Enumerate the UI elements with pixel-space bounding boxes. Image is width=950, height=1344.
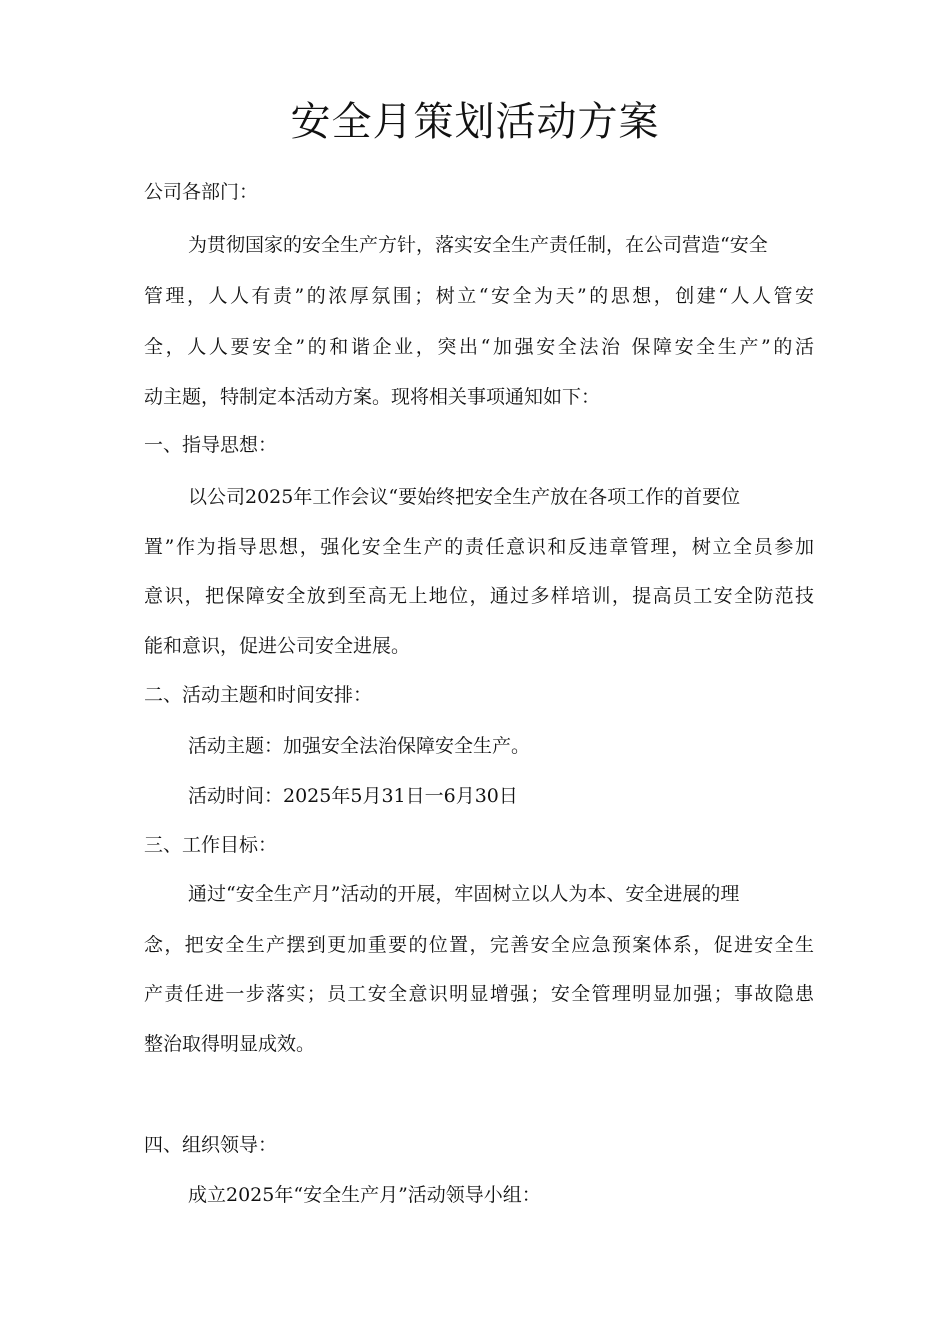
salutation: 公司各部门： (144, 181, 259, 203)
document-title: 安全月策划活动方案 (290, 99, 660, 145)
section-1-line-4: 能和意识，促进公司安全进展。 (144, 635, 411, 657)
section-2-heading: 二、活动主题和时间安排： (144, 684, 373, 706)
intro-line-1: 为贯彻国家的安全生产方针，落实安全生产责任制，在公司营造“安全 (188, 234, 768, 256)
section-1-line-1: 以公司2025年工作会议“要始终把安全生产放在各项工作的首要位 (188, 486, 741, 508)
intro-line-3: 全，人人要安全”的和谐企业，突出“加强安全法治 保障安全生产”的活 (144, 336, 814, 358)
intro-line-4: 动主题，特制定本活动方案。现将相关事项通知如下： (144, 386, 601, 408)
section-4-line-1: 成立2025年“安全生产月”活动领导小组： (188, 1184, 541, 1206)
intro-line-2: 管理，人人有责”的浓厚氛围；树立“安全为天”的思想，创建“人人管安 (144, 285, 814, 307)
activity-time: 活动时间：2025年5月31日一6月30日 (188, 785, 518, 807)
section-3-line-2: 念，把安全生产摆到更加重要的位置，完善安全应急预案体系，促进安全生 (144, 934, 814, 956)
section-1-heading: 一、指导思想： (144, 434, 278, 456)
section-1-line-2: 置”作为指导思想，强化安全生产的责任意识和反违章管理，树立全员参加 (144, 536, 814, 558)
section-4-heading: 四、组织领导： (144, 1134, 278, 1156)
section-3-line-1: 通过“安全生产月”活动的开展，牢固树立以人为本、安全进展的理 (188, 883, 740, 905)
section-1-line-3: 意识，把保障安全放到至高无上地位，通过多样培训，提高员工安全防范技 (144, 585, 814, 607)
section-3-heading: 三、工作目标： (144, 834, 278, 856)
section-3-line-3: 产责任进一步落实；员工安全意识明显增强；安全管理明显加强；事故隐患 (144, 983, 814, 1005)
activity-theme: 活动主题：加强安全法治保障安全生产。 (188, 735, 531, 757)
section-3-line-4: 整治取得明显成效。 (144, 1033, 316, 1055)
